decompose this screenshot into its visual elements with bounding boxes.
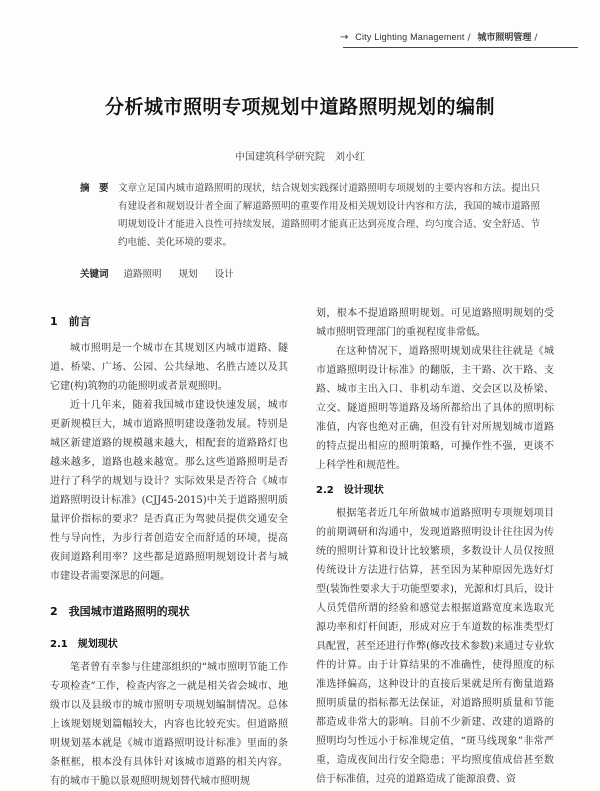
- author-line: 中国建筑科学研究院 刘小红: [235, 152, 365, 163]
- header-separator: /: [467, 33, 471, 43]
- header-rule: [343, 47, 578, 48]
- keyword-item: 道路照明: [123, 269, 162, 280]
- paragraph: 笔者曾有幸参与住建部组织的“城市照明节能工作专项检查”工作，检查内容之一就是相关省会城市、地级市以及县级市的城市照明专项规划编制情况。总体上该规划规划篇幅较大，内容也比较充实。但道路照明规划基本就是《城市道路照明设计标准》里面的条条框框，根本没有具体针对该城市道路的相关内容。有的城市干脆以景观照明规划替代城市照明规: [50, 662, 288, 787]
- abstract-label: 摘 要: [80, 183, 109, 194]
- section-heading: 1 前言: [50, 315, 91, 328]
- section-heading: 2 我国城市道路照明的现状: [50, 605, 190, 618]
- header-chinese: 城市照明管理: [477, 33, 532, 43]
- keyword-item: 设计: [214, 269, 234, 280]
- header-english: City Lighting Management: [355, 32, 465, 42]
- paragraph: 在这种情况下，道路照明规划成果往往就是《城市道路照明设计标准》的翻版，主干路、次干路、支路、城市主出入口、非机动车道、交会区以及桥梁、立交、隧道照明等道路及场所都给出了具体的照明标准值，内容也绝对正确，但没有针对所规划城市道路的特点提出相应的照明策略，可操作性不强，更谈不上科学性和规范性。: [316, 346, 554, 471]
- right-column: [316, 304, 554, 789]
- paragraph: 划，根本不提道路照明规划。可见道路照明规划的受城市照明管理部门的重视程度非常低。: [316, 308, 554, 338]
- abstract: [80, 180, 540, 252]
- arrow-icon: →: [340, 32, 349, 43]
- keywords-list: [124, 269, 248, 280]
- running-header: [340, 30, 590, 46]
- header-end-separator: /: [534, 33, 538, 43]
- subsection-heading: 2.2 设计现状: [316, 485, 384, 496]
- left-column: [50, 304, 288, 791]
- keywords: [80, 266, 540, 280]
- paragraph: 城市照明是一个城市在其规划区内城市道路、隧道、桥梁、广场、公园、公共绿地、名胜古迹以及其它建(构)筑物的功能照明或者景观照明。: [50, 343, 288, 392]
- paragraph: 近十几年来，随着我国城市建设快速发展，城市更新规模巨大，城市道路照明建设蓬勃发展。特别是城区新建道路的规模越来越大，相配套的道路路灯也越来越多，道路也越来越宽。那么这些道路照明是否进行了科学的规划与设计？实际效果是否符合《城市道路照明设计标准》(CJJ45-2015)中关于道路照明质量评价指标的要求？是否真正为驾驶员提供交通安全性与导向性，为步行者创造安全而舒适的环境，提高夜间道路利用率？这些都是道路照明规划设计者与城市建设者需要深思的问题。: [50, 400, 288, 582]
- keywords-label: 关键词: [80, 269, 109, 280]
- abstract-text: 文章立足国内城市道路照明的现状，结合规划实践探讨道路照明专项规划的主要内容和方法。提出只有建设者和规划设计者全面了解道路照明的重要作用及相关规划设计内容和方法，我国的城市道路照明规划设计才能进入良性可持续发展，道路照明才能真正达到亮度合理、均匀度合适、安全舒适、节约电能、美化环境的要求。: [118, 183, 540, 248]
- keyword-item: 规划: [178, 269, 198, 280]
- page-title: 分析城市照明专项规划中道路照明规划的编制: [104, 96, 495, 118]
- subsection-heading: 2.1 规划现状: [50, 639, 118, 650]
- paragraph: 根据笔者近几年所做城市道路照明专项规划项目的前期调研和沟通中，发现道路照明设计往往因为传统的照明计算和设计比较繁琐，多数设计人员仅按照传统设计方法进行估算，甚至因为某种原因先选好灯型(装饰性要求大于功能型要求)，光源和灯具后，设计人员凭借所谓的经验和感觉去根据道路宽度来选取光源功率和灯杆间距，形成对应于车道数的标准类型灯具配置，甚至还进行作弊(修改技术参数)来通过专业软件的计算。由于计算结果的不准确性，使得照度的标准选择偏高，这种设计的直接后果就是所有衡量道路照明质量的指标都无法保证，对道路照明质量和节能都造成非常大的影响。目前不少新建、改建的道路的照明均匀性远小于标准规定值，“斑马线现象”非常严重，造成夜间出行安全隐患；平均照度值成倍甚至数倍于标准值，过亮的道路造成了能源浪费、资: [316, 508, 554, 785]
